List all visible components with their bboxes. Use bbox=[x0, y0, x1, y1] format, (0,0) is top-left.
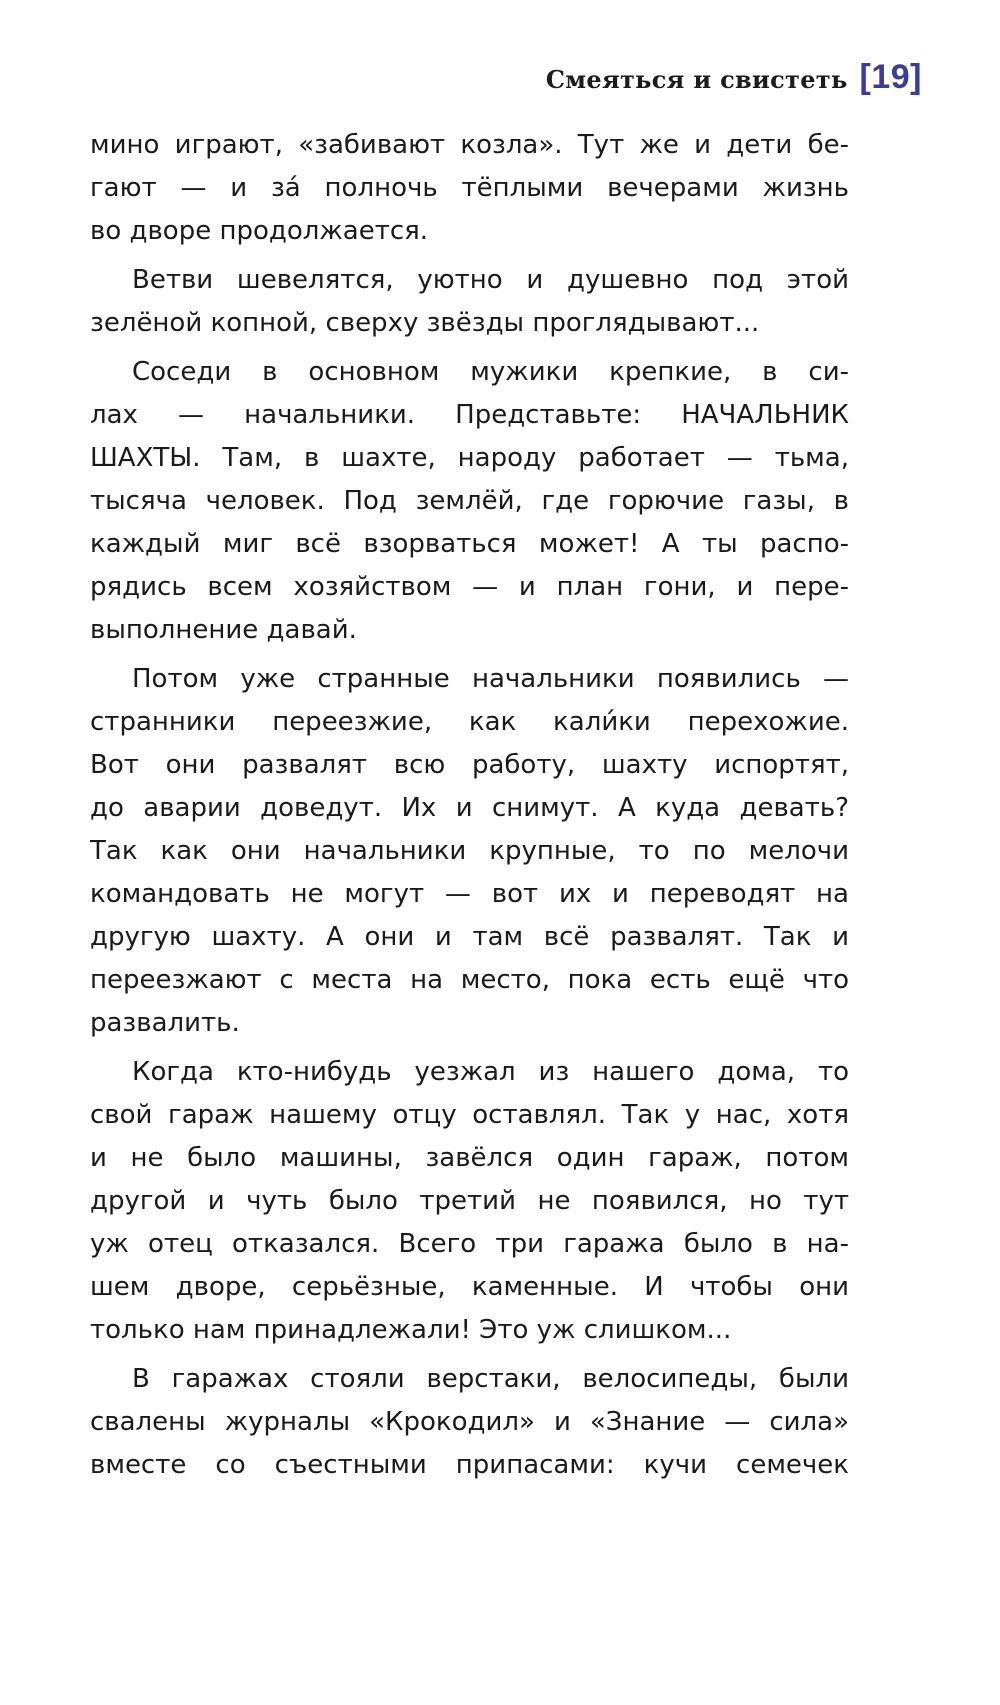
text-line: шем дворе, серьёзные, каменные. И чтобы они bbox=[90, 1272, 849, 1302]
text-line: и не было машины, завёлся один гараж, потом bbox=[90, 1143, 849, 1173]
text-line: переезжают с места на место, пока есть ещё что bbox=[90, 965, 849, 995]
text-line: свалены журналы «Крокодил» и «Знание — сила» bbox=[90, 1407, 849, 1437]
text-line: каждый миг всё взорваться может! А ты распо- bbox=[90, 529, 849, 559]
text-line: до аварии доведут. Их и снимут. А куда девать? bbox=[90, 793, 849, 823]
running-head bbox=[546, 58, 922, 102]
text-line: В гаражах стояли верстаки, велосипеды, были bbox=[132, 1364, 849, 1394]
text-line: рядись всем хозяйством — и план гони, и пере- bbox=[90, 572, 849, 602]
text-line: зелёной копной, сверху звёзды проглядывают... bbox=[90, 308, 760, 338]
text-line: странники переезжие, как кали́ки перехожие. bbox=[90, 707, 849, 737]
text-line: лах — начальники. Представьте: НАЧАЛЬНИК bbox=[90, 400, 849, 430]
text-line: только нам принадлежали! Это уж слишком... bbox=[90, 1315, 732, 1345]
text-line: уж отец отказался. Всего три гаража было в на- bbox=[90, 1229, 849, 1259]
text-line: Так как они начальники крупные, то по мелочи bbox=[90, 836, 849, 866]
text-line: выполнение давай. bbox=[90, 615, 357, 645]
page-number: [19] bbox=[859, 58, 922, 96]
text-line: гают — и за́ полночь тёплыми вечерами жизнь bbox=[90, 173, 849, 203]
text-line: другую шахту. А они и там всё развалят. Так и bbox=[90, 922, 849, 952]
body-text bbox=[90, 124, 849, 1487]
text-line: Когда кто-нибудь уезжал из нашего дома, то bbox=[132, 1057, 849, 1087]
text-line: развалить. bbox=[90, 1008, 240, 1038]
text-line: свой гараж нашему отцу оставлял. Так у нас, хотя bbox=[90, 1100, 849, 1130]
text-line: другой и чуть было третий не появился, но тут bbox=[90, 1186, 849, 1216]
text-line: ШАХТЫ. Там, в шахте, народу работает — тьма, bbox=[90, 443, 849, 473]
text-line: Потом уже странные начальники появились — bbox=[132, 664, 849, 694]
text-line: Соседи в основном мужики крепкие, в си- bbox=[132, 357, 849, 387]
running-title: Смеяться и свистеть bbox=[545, 65, 848, 94]
text-line: вместе со съестными припасами: кучи семечек bbox=[90, 1450, 849, 1480]
text-line: Ветви шевелятся, уютно и душевно под этой bbox=[132, 265, 849, 295]
text-line: Вот они развалят всю работу, шахту испортят, bbox=[90, 750, 849, 780]
text-line: командовать не могут — вот их и переводят на bbox=[90, 879, 849, 909]
text-line: во дворе продолжается. bbox=[90, 216, 429, 246]
text-line: тысяча человек. Под землёй, где горючие газы, в bbox=[90, 486, 849, 516]
text-line: мино играют, «забивают козла». Тут же и дети бе- bbox=[90, 130, 849, 160]
